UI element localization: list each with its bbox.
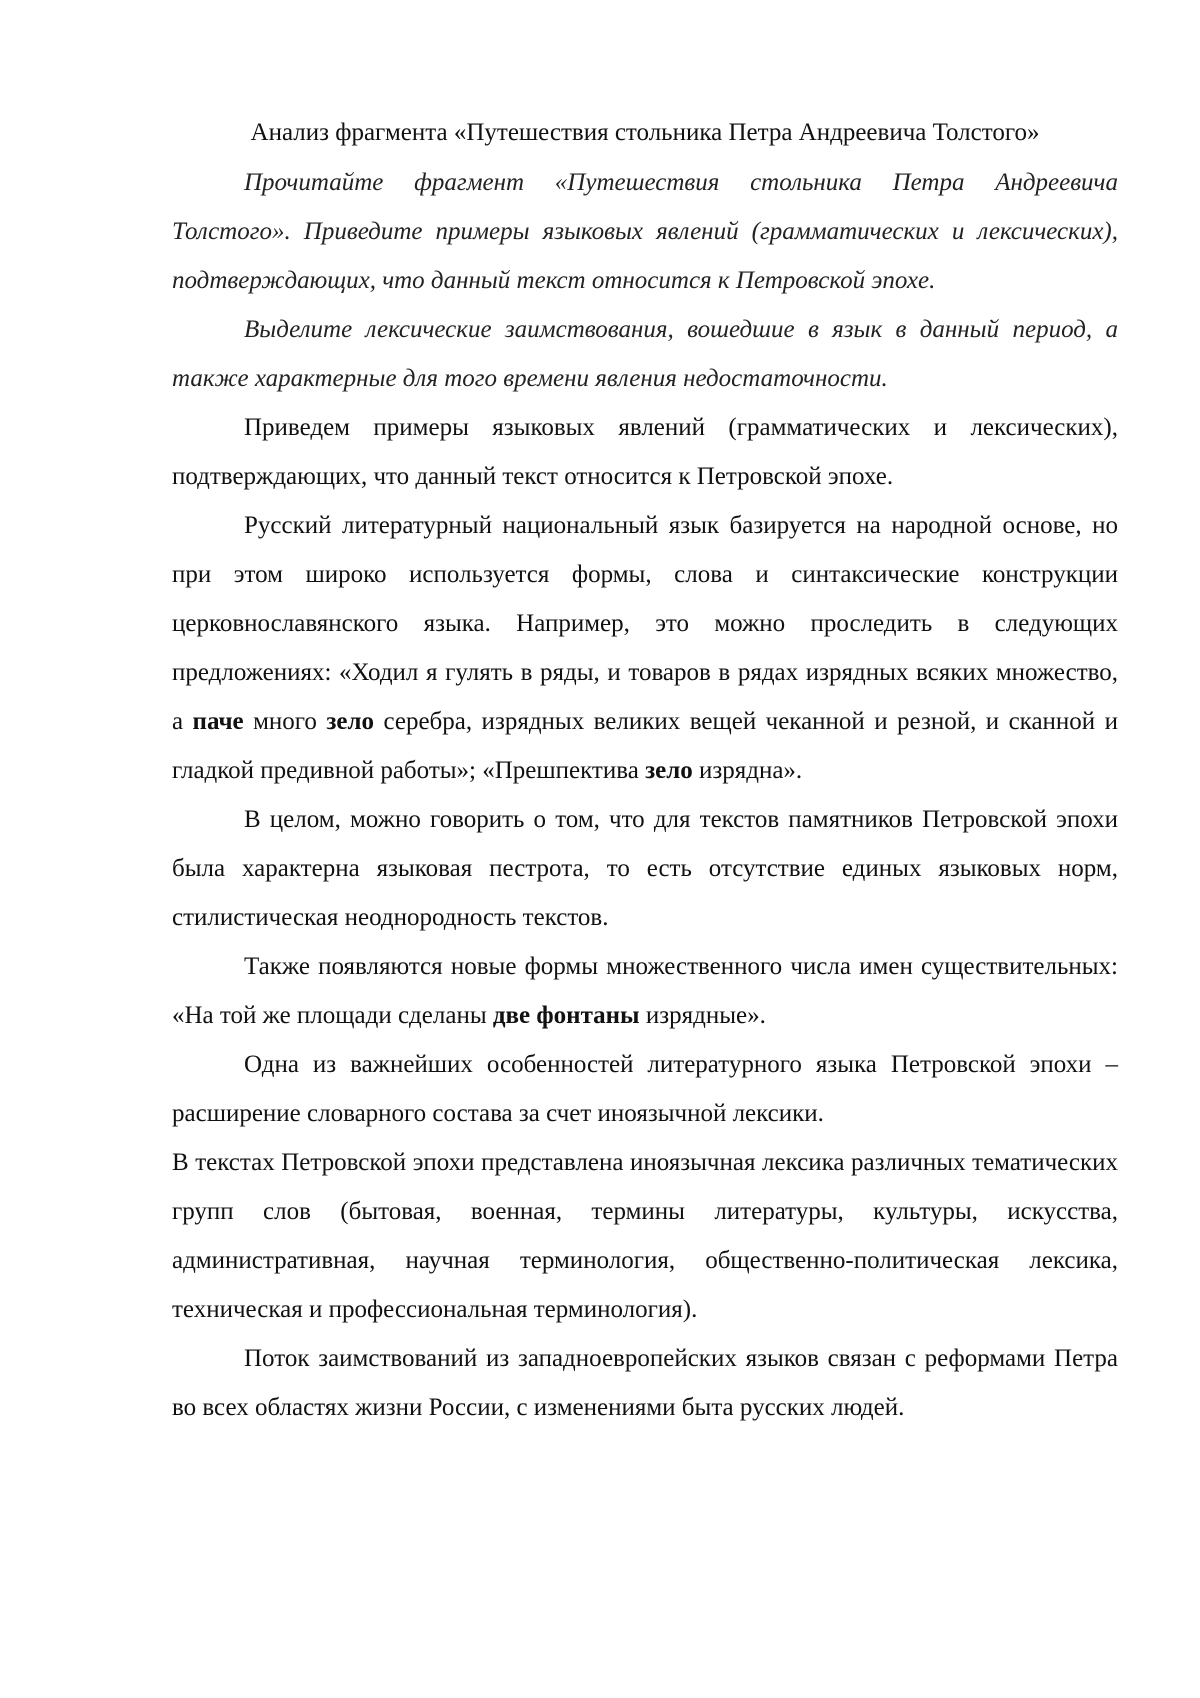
bold-word-zelo: зело bbox=[326, 708, 375, 735]
bold-word-zelo: зело bbox=[645, 757, 693, 784]
body-paragraph-1: Приведем примеры языковых явлений (грамматических и лексических), подтверждающих, что данный текст относится к Петровской эпохе. bbox=[172, 414, 1118, 490]
task-paragraph-1: Прочитайте фрагмент «Путешествия стольника Петра Андреевича Толстого». Приведите примеры языковых явлений (грамматических и лексических), подтверждающих, что данный текст относится к Петровской эпохе. bbox=[172, 169, 1118, 294]
document-title: Анализ фрагмента «Путешествия стольника Петра Андреевича Толстого» bbox=[250, 119, 1040, 146]
bold-word-pache: паче bbox=[192, 708, 244, 735]
paragraph-text: серебра, изрядных великих вещей чеканной и резной, и сканной и гладкой предивной работы»; «Прешпектива bbox=[172, 708, 1118, 784]
paragraph-text: изрядные». bbox=[639, 1002, 766, 1029]
body-paragraph-5: Одна из важнейших особенностей литературного языка Петровской эпохи – расширение словарного состава за счет иноязычной лексики. bbox=[172, 1051, 1118, 1127]
task-paragraph-2: Выделите лексические заимствования, вошедшие в язык в данный период, а также характерные для того времени явления недостаточности. bbox=[172, 316, 1118, 392]
body-paragraph-2 bbox=[172, 501, 1118, 795]
paragraph-text: много bbox=[243, 708, 327, 735]
paragraph-text: Русский литературный национальный язык базируется на народной основе, но при этом широко используется формы, слова и синтаксические конструкции церковнославянского языка. Например, это можно проследить в следующих предложениях: «Ходил я гулять в ряды, и товаров в рядах изрядных всяких множество, а bbox=[172, 512, 1118, 735]
paragraph-text: изрядна». bbox=[692, 757, 803, 784]
bold-phrase-dve-fontany: две фонтаны bbox=[492, 1002, 640, 1029]
document-content bbox=[172, 108, 1118, 1432]
body-paragraph-3: В целом, можно говорить о том, что для текстов памятников Петровской эпохи была характерна языковая пестрота, то есть отсутствие единых языковых норм, стилистическая неоднородность текстов. bbox=[172, 806, 1118, 931]
body-paragraph-6: В текстах Петровской эпохи представлена иноязычная лексика различных тематических групп слов (бытовая, военная, термины литературы, культуры, искусства, административная, научная терминология, общественно-политическая лексика, техническая и профессиональная терминология). bbox=[172, 1149, 1118, 1323]
body-paragraph-4 bbox=[172, 942, 1118, 1040]
paragraph-text: Также появляются новые формы множественного числа имен существительных: «На той же площади сделаны bbox=[172, 953, 1118, 1029]
body-paragraph-7: Поток заимствований из западноевропейских языков связан с реформами Петра во всех областях жизни России, с изменениями быта русских людей. bbox=[172, 1345, 1118, 1421]
